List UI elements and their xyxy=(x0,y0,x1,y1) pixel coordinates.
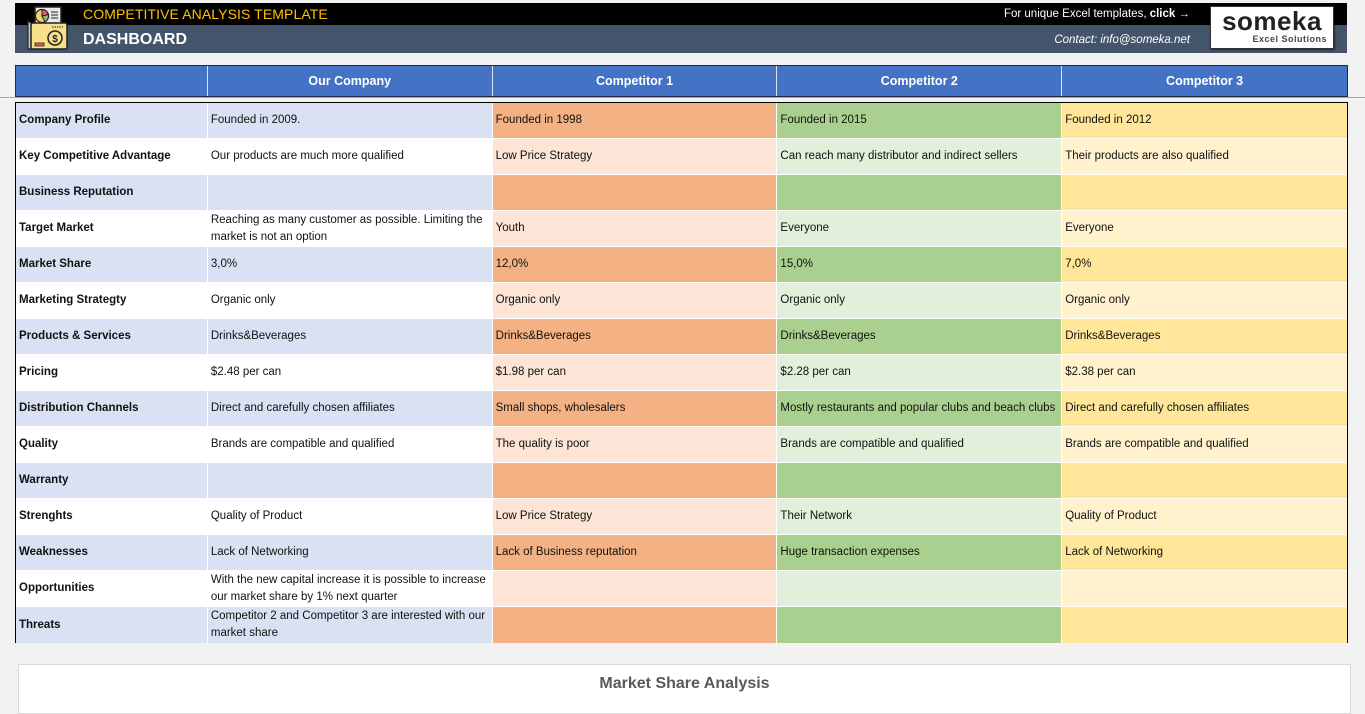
cell-competitor-3[interactable] xyxy=(1062,571,1347,606)
cell-our-company[interactable]: Direct and carefully chosen affiliates xyxy=(208,391,493,426)
table-row xyxy=(16,607,1347,643)
cell-competitor-2[interactable]: Brands are compatible and qualified xyxy=(777,427,1062,462)
promo-link[interactable]: click → xyxy=(1149,8,1190,20)
row-label[interactable]: Products & Services xyxy=(16,319,208,354)
row-label[interactable]: Warranty xyxy=(16,463,208,498)
cell-competitor-2[interactable]: Their Network xyxy=(777,499,1062,534)
cell-competitor-3[interactable]: Brands are compatible and qualified xyxy=(1062,427,1347,462)
table-row xyxy=(16,427,1347,463)
column-header-our-company: Our Company xyxy=(208,66,493,96)
row-label[interactable]: Quality xyxy=(16,427,208,462)
cell-competitor-3[interactable]: Organic only xyxy=(1062,283,1347,318)
column-header-blank xyxy=(16,66,208,96)
cell-our-company[interactable]: 3,0% xyxy=(208,247,493,282)
cell-our-company[interactable]: Brands are compatible and qualified xyxy=(208,427,493,462)
cell-competitor-1[interactable] xyxy=(493,571,778,606)
table-row xyxy=(16,175,1347,211)
column-header-competitor-3: Competitor 3 xyxy=(1166,74,1244,88)
cell-competitor-2[interactable]: Everyone xyxy=(777,211,1062,246)
cell-competitor-2[interactable] xyxy=(777,571,1062,606)
chart-title: Market Share Analysis xyxy=(599,675,770,692)
table-row xyxy=(16,247,1347,283)
cell-our-company[interactable]: Organic only xyxy=(208,283,493,318)
cell-competitor-1[interactable]: Founded in 1998 xyxy=(493,103,778,138)
cell-our-company[interactable]: Founded in 2009. xyxy=(208,103,493,138)
table-row xyxy=(16,283,1347,319)
market-share-chart-panel xyxy=(18,664,1351,714)
table-row xyxy=(16,103,1347,139)
cell-competitor-3[interactable]: Their products are also qualified xyxy=(1062,139,1347,174)
cell-our-company[interactable] xyxy=(208,175,493,210)
table-row xyxy=(16,211,1347,247)
cell-competitor-1[interactable]: Low Price Strategy xyxy=(493,499,778,534)
row-label[interactable]: Key Competitive Advantage xyxy=(16,139,208,174)
table-row xyxy=(16,355,1347,391)
cell-competitor-1[interactable]: 12,0% xyxy=(493,247,778,282)
cell-competitor-2[interactable]: Drinks&Beverages xyxy=(777,319,1062,354)
cell-competitor-3[interactable]: Everyone xyxy=(1062,211,1347,246)
cell-competitor-3[interactable] xyxy=(1062,607,1347,643)
column-header-competitor-1: Competitor 1 xyxy=(493,66,778,96)
cell-competitor-1[interactable]: $1.98 per can xyxy=(493,355,778,390)
cell-competitor-1[interactable] xyxy=(493,607,778,643)
cell-competitor-2[interactable] xyxy=(777,607,1062,643)
cell-competitor-1[interactable]: Drinks&Beverages xyxy=(493,319,778,354)
row-label[interactable]: Business Reputation xyxy=(16,175,208,210)
row-label[interactable]: Strenghts xyxy=(16,499,208,534)
cell-competitor-3[interactable] xyxy=(1062,175,1347,210)
frozen-pane-divider xyxy=(0,97,1365,98)
cell-competitor-2[interactable] xyxy=(777,463,1062,498)
cell-competitor-3[interactable]: Drinks&Beverages xyxy=(1062,319,1347,354)
app-title: COMPETITIVE ANALYSIS TEMPLATE xyxy=(83,6,328,22)
cell-competitor-3[interactable]: 7,0% xyxy=(1062,247,1347,282)
table-row xyxy=(16,499,1347,535)
row-label[interactable]: Distribution Channels xyxy=(16,391,208,426)
cell-competitor-3[interactable] xyxy=(1062,463,1347,498)
table-row xyxy=(16,571,1347,607)
cell-competitor-2[interactable]: 15,0% xyxy=(777,247,1062,282)
cell-our-company[interactable] xyxy=(208,463,493,498)
cell-our-company[interactable]: Lack of Networking xyxy=(208,535,493,570)
page-title: DASHBOARD xyxy=(83,31,187,48)
table-row xyxy=(16,463,1347,499)
column-header-row xyxy=(15,65,1348,97)
row-label[interactable]: Market Share xyxy=(16,247,208,282)
cell-competitor-2[interactable]: Mostly restaurants and popular clubs and beach clubs xyxy=(777,391,1062,426)
row-label[interactable]: Pricing xyxy=(16,355,208,390)
cell-competitor-1[interactable]: Organic only xyxy=(493,283,778,318)
cell-competitor-3[interactable]: Quality of Product xyxy=(1062,499,1347,534)
table-row xyxy=(16,391,1347,427)
svg-text:$: $ xyxy=(52,34,58,45)
cell-competitor-1[interactable]: Lack of Business reputation xyxy=(493,535,778,570)
cell-competitor-2[interactable]: Can reach many distributor and indirect sellers xyxy=(777,139,1062,174)
cell-our-company[interactable]: $2.48 per can xyxy=(208,355,493,390)
cell-competitor-1[interactable]: Youth xyxy=(493,211,778,246)
cell-competitor-3[interactable]: Founded in 2012 xyxy=(1062,103,1347,138)
cell-competitor-2[interactable] xyxy=(777,175,1062,210)
row-label[interactable]: Target Market xyxy=(16,211,208,246)
promo-text xyxy=(1004,6,1190,22)
someka-logo[interactable] xyxy=(1210,6,1334,49)
cell-competitor-2[interactable]: Huge transaction expenses xyxy=(777,535,1062,570)
header-banner xyxy=(15,3,1347,53)
cell-competitor-3[interactable]: Direct and carefully chosen affiliates xyxy=(1062,391,1347,426)
logo-main-text: someka xyxy=(1222,6,1322,36)
table-row xyxy=(16,139,1347,175)
row-label[interactable]: Weaknesses xyxy=(16,535,208,570)
cell-our-company[interactable]: With the new capital increase it is possible to increase our market share by 1% next quarter xyxy=(208,571,493,606)
table-row xyxy=(16,535,1347,571)
cell-our-company[interactable]: Our products are much more qualified xyxy=(208,139,493,174)
cell-competitor-3[interactable]: Lack of Networking xyxy=(1062,535,1347,570)
logo-sub-text: Excel Solutions xyxy=(1252,34,1327,44)
cell-competitor-1[interactable]: Small shops, wholesalers xyxy=(493,391,778,426)
row-label[interactable]: Threats xyxy=(16,607,208,643)
cell-competitor-1[interactable]: Low Price Strategy xyxy=(493,139,778,174)
cell-competitor-1[interactable] xyxy=(493,175,778,210)
cell-competitor-1[interactable] xyxy=(493,463,778,498)
cell-competitor-2[interactable]: Organic only xyxy=(777,283,1062,318)
dashboard-folder-icon xyxy=(25,5,71,51)
cell-competitor-2[interactable]: $2.28 per can xyxy=(777,355,1062,390)
cell-our-company[interactable]: Drinks&Beverages xyxy=(208,319,493,354)
row-label[interactable]: Company Profile xyxy=(16,103,208,138)
table-row xyxy=(16,319,1347,355)
contact-email[interactable]: Contact: info@someka.net xyxy=(1054,34,1190,46)
cell-competitor-3[interactable]: $2.38 per can xyxy=(1062,355,1347,390)
row-label[interactable]: Marketing Strategty xyxy=(16,283,208,318)
row-label[interactable]: Opportunities xyxy=(16,571,208,606)
cell-competitor-1[interactable]: The quality is poor xyxy=(493,427,778,462)
promo-label: For unique Excel templates, xyxy=(1003,8,1150,20)
column-header-competitor-2: Competitor 2 xyxy=(777,66,1062,96)
cell-our-company[interactable]: Quality of Product xyxy=(208,499,493,534)
cell-our-company[interactable]: Competitor 2 and Competitor 3 are interested with our market share xyxy=(208,607,493,643)
cell-competitor-2[interactable]: Founded in 2015 xyxy=(777,103,1062,138)
cell-our-company[interactable]: Reaching as many customer as possible. Limiting the market is not an option xyxy=(208,211,493,246)
comparison-table xyxy=(15,102,1348,643)
